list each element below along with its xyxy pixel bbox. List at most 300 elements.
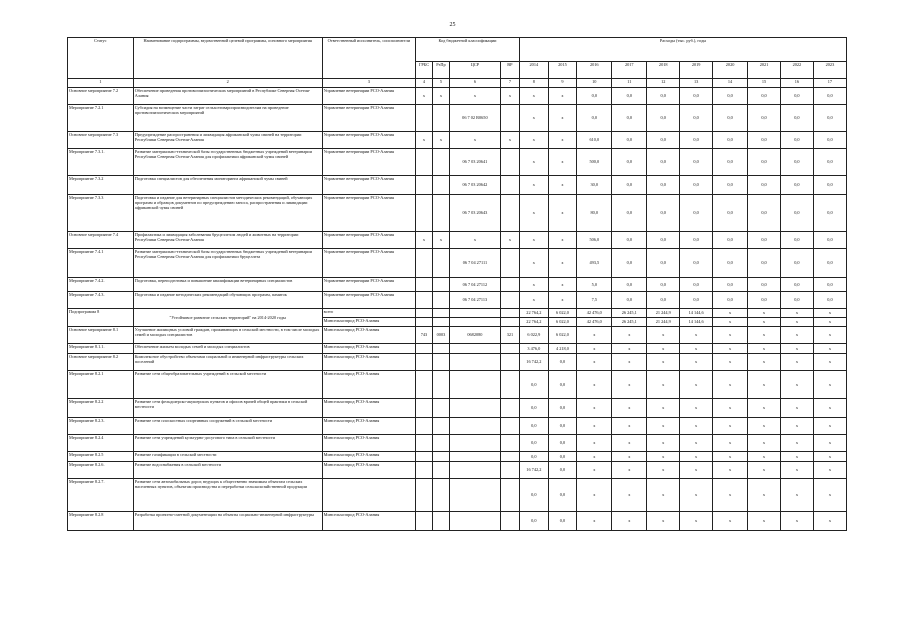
row-value: 506,0 xyxy=(577,232,612,249)
row-value: x xyxy=(647,354,680,371)
row-value: 0,0 xyxy=(680,149,713,176)
row-value: x xyxy=(813,344,846,354)
row-value: 0,0 xyxy=(548,418,577,435)
row-value: x xyxy=(780,371,813,399)
row-csr xyxy=(449,479,500,512)
row-value: x xyxy=(748,309,781,318)
row-csr xyxy=(449,309,500,318)
header-col-number: 17 xyxy=(813,79,846,88)
row-value: x xyxy=(520,88,549,105)
row-status: Основное мероприятие 8.2 xyxy=(68,354,134,371)
table-row xyxy=(68,435,847,452)
row-value: x xyxy=(680,371,713,399)
row-value: x xyxy=(780,327,813,344)
row-value: x xyxy=(612,479,647,512)
row-value: x xyxy=(647,418,680,435)
row-value: x xyxy=(612,512,647,531)
row-value: 0,0 xyxy=(612,105,647,132)
row-value: 0,0 xyxy=(612,278,647,292)
row-name: Развитие сети фельдшерско-акушерских пунктов и офисов врачей общей практики в сельской местности xyxy=(133,399,322,418)
header-year: 2020 xyxy=(713,62,748,79)
row-grbs xyxy=(416,399,433,418)
row-value: x xyxy=(647,452,680,462)
row-rzpr: x xyxy=(432,88,449,105)
row-value: 0,0 xyxy=(813,132,846,149)
row-value: 0,0 xyxy=(612,132,647,149)
row-value: 0,0 xyxy=(713,278,748,292)
row-responsible: Минсельхозпрод РСО-Алания xyxy=(322,512,415,531)
row-value: x xyxy=(780,354,813,371)
row-value: 16 742,2 xyxy=(520,354,549,371)
row-value: x xyxy=(680,512,713,531)
table-row xyxy=(68,512,847,531)
row-value: x xyxy=(612,399,647,418)
row-value: 0,0 xyxy=(647,249,680,278)
row-value: 6 022,0 xyxy=(548,327,577,344)
row-status: Мероприятие 8.2.3. xyxy=(68,418,134,435)
table-row xyxy=(68,344,847,354)
row-grbs: 743 xyxy=(416,327,433,344)
row-value: 0,0 xyxy=(577,88,612,105)
row-rzpr xyxy=(432,344,449,354)
row-value: 6 022,0 xyxy=(548,309,577,318)
header-col-number: 9 xyxy=(548,79,577,88)
header-name: Наименование подпрограммы, ведомственной целевой программы, основного мероприятия xyxy=(133,38,322,79)
row-grbs xyxy=(416,344,433,354)
row-name: Субсидия на возмещение части затрат сельхозтоваропроизводителям на проведение противоэпизоотических мероприятий xyxy=(133,105,322,132)
row-value: x xyxy=(813,371,846,399)
header-budget-code: Код бюджетной классификации xyxy=(416,38,520,62)
row-name: Развитие материально-технической базы государственных бюджетных учреждений ветеринарии Республики Северная Осетия-Алания для профилактики бруцеллеза xyxy=(133,249,322,278)
row-csr: 0682080 xyxy=(449,327,500,344)
row-value: 16 742,2 xyxy=(520,462,549,479)
row-rzpr xyxy=(432,399,449,418)
row-value: x xyxy=(548,88,577,105)
row-rzpr xyxy=(432,371,449,399)
row-grbs xyxy=(416,452,433,462)
row-value: 0,0 xyxy=(680,88,713,105)
row-value: 0,0 xyxy=(680,132,713,149)
row-vr xyxy=(500,512,519,531)
row-responsible: Управление ветеринарии РСО-Алания xyxy=(322,105,415,132)
row-responsible: Минсельхозпрод РСО-Алания xyxy=(322,327,415,344)
row-value: 14 144,6 xyxy=(680,318,713,327)
row-value: x xyxy=(548,195,577,232)
row-value: x xyxy=(647,399,680,418)
row-value: x xyxy=(520,132,549,149)
row-value: 0,0 xyxy=(713,88,748,105)
row-responsible xyxy=(322,479,415,512)
row-value: x xyxy=(548,132,577,149)
row-value: 22 764,2 xyxy=(520,318,549,327)
row-value: 0,0 xyxy=(713,105,748,132)
row-vr xyxy=(500,452,519,462)
row-value: 0,0 xyxy=(813,278,846,292)
row-grbs xyxy=(416,292,433,309)
row-status: Мероприятие 8.2.2 xyxy=(68,399,134,418)
row-value: 0,0 xyxy=(748,105,781,132)
row-value: x xyxy=(647,479,680,512)
row-vr xyxy=(500,371,519,399)
row-responsible: Управление ветеринарии РСО-Алания xyxy=(322,195,415,232)
row-value: x xyxy=(520,292,549,309)
row-value: x xyxy=(680,435,713,452)
row-csr xyxy=(449,344,500,354)
row-status: Мероприятие 7.3.3 xyxy=(68,195,134,232)
row-grbs xyxy=(416,249,433,278)
header-responsible: Ответственный исполнитель, соисполнители xyxy=(322,38,415,79)
table-row xyxy=(68,176,847,195)
header-col-number: 2 xyxy=(133,79,322,88)
row-grbs: x xyxy=(416,132,433,149)
row-status: Основное мероприятие 7.4 xyxy=(68,232,134,249)
row-value: x xyxy=(713,344,748,354)
row-name: Развитие материально-технической базы государственных бюджетных учреждений ветеринарии Республики Северная Осетия-Алания для профилактики африканской чумы свиней xyxy=(133,149,322,176)
row-value: 0,0 xyxy=(548,435,577,452)
header-year: 2014 xyxy=(520,62,549,79)
row-grbs xyxy=(416,462,433,479)
row-value: 0,0 xyxy=(748,292,781,309)
row-value: x xyxy=(813,318,846,327)
row-vr xyxy=(500,105,519,132)
row-value: 0,0 xyxy=(548,354,577,371)
row-value: x xyxy=(577,399,612,418)
table-row xyxy=(68,354,847,371)
header-year: 2019 xyxy=(680,62,713,79)
row-value: 0,0 xyxy=(780,249,813,278)
row-value: x xyxy=(548,292,577,309)
row-value: x xyxy=(713,318,748,327)
row-value: x xyxy=(813,354,846,371)
row-value: 0,0 xyxy=(748,176,781,195)
header-col-number: 4 xyxy=(416,79,433,88)
table-row xyxy=(68,327,847,344)
row-value: 0,0 xyxy=(748,195,781,232)
row-value: 0,0 xyxy=(813,176,846,195)
row-value: 0,0 xyxy=(647,132,680,149)
row-value: 0,0 xyxy=(748,232,781,249)
row-value: 7,5 xyxy=(577,292,612,309)
row-value: 0,0 xyxy=(548,479,577,512)
header-col-number: 16 xyxy=(780,79,813,88)
row-csr xyxy=(449,512,500,531)
row-value: 0,0 xyxy=(813,105,846,132)
row-value: x xyxy=(748,318,781,327)
row-responsible: Управление ветеринарии РСО-Алания xyxy=(322,249,415,278)
row-value: x xyxy=(548,176,577,195)
row-value: x xyxy=(780,318,813,327)
row-value: 80,0 xyxy=(577,195,612,232)
row-csr xyxy=(449,435,500,452)
row-value: x xyxy=(680,452,713,462)
row-value: 0,0 xyxy=(548,512,577,531)
row-status: Мероприятие 8.2.7. xyxy=(68,479,134,512)
row-rzpr xyxy=(432,149,449,176)
row-value: 0,0 xyxy=(612,249,647,278)
row-csr: 06 7 03 20641 xyxy=(449,149,500,176)
row-grbs xyxy=(416,435,433,452)
table-row xyxy=(68,195,847,232)
row-csr: 06 7 04 27113 xyxy=(449,292,500,309)
row-value: x xyxy=(612,418,647,435)
row-value: x xyxy=(548,232,577,249)
row-value: x xyxy=(577,418,612,435)
row-vr: x xyxy=(500,232,519,249)
row-value: x xyxy=(548,249,577,278)
row-value: 21 244,9 xyxy=(647,309,680,318)
row-value: x xyxy=(713,354,748,371)
row-value: x xyxy=(713,462,748,479)
row-value: x xyxy=(780,344,813,354)
row-vr xyxy=(500,149,519,176)
row-name: Подготовка и издание методических рекомендаций обучающих программ, памяток xyxy=(133,292,322,309)
row-value: x xyxy=(713,309,748,318)
row-grbs: x xyxy=(416,232,433,249)
row-value: x xyxy=(520,149,549,176)
row-value: x xyxy=(713,418,748,435)
row-value: 0,0 xyxy=(520,399,549,418)
row-value: x xyxy=(813,418,846,435)
row-value: 0,0 xyxy=(612,149,647,176)
row-value: 0,0 xyxy=(780,132,813,149)
row-value: 6 022,0 xyxy=(548,318,577,327)
row-csr xyxy=(449,462,500,479)
row-value: x xyxy=(548,278,577,292)
row-value: 0,0 xyxy=(680,232,713,249)
row-value: x xyxy=(612,462,647,479)
row-vr xyxy=(500,418,519,435)
row-value: x xyxy=(577,327,612,344)
row-vr: x xyxy=(500,132,519,149)
row-value: 26 245,1 xyxy=(612,318,647,327)
header-code-col: ЦСР xyxy=(449,62,500,79)
row-vr xyxy=(500,278,519,292)
row-value: 0,0 xyxy=(680,105,713,132)
row-name: Развитие сети автомобильных дорог, ведущих к общественно значимым объектам сельских населенных пунктов, объектам производства и переработки сельскохозяйственной продукции xyxy=(133,479,322,512)
header-code-col: ВР xyxy=(500,62,519,79)
row-rzpr xyxy=(432,249,449,278)
row-value: x xyxy=(713,435,748,452)
row-value: 5,0 xyxy=(577,278,612,292)
row-csr: x xyxy=(449,132,500,149)
row-value: 0,0 xyxy=(748,132,781,149)
row-value: x xyxy=(748,354,781,371)
row-rzpr xyxy=(432,418,449,435)
row-csr: 06 7 02 R0650 xyxy=(449,105,500,132)
row-rzpr xyxy=(432,479,449,512)
row-value: 0,0 xyxy=(713,132,748,149)
row-value: x xyxy=(680,354,713,371)
row-vr xyxy=(500,195,519,232)
row-value: 6 022,9 xyxy=(520,327,549,344)
row-value: x xyxy=(647,512,680,531)
row-vr xyxy=(500,292,519,309)
row-rzpr xyxy=(432,278,449,292)
row-value: x xyxy=(713,371,748,399)
row-name: Развитие сети общеобразовательных учреждений в сельской местности xyxy=(133,371,322,399)
row-value: x xyxy=(713,399,748,418)
row-value: 14 144,6 xyxy=(680,309,713,318)
row-value: x xyxy=(680,327,713,344)
row-responsible: Минсельхозпрод РСО-Алания xyxy=(322,354,415,371)
table-row xyxy=(68,452,847,462)
row-value: x xyxy=(520,105,549,132)
row-value: 0,0 xyxy=(780,278,813,292)
row-csr: 06 7 03 20642 xyxy=(449,176,500,195)
row-value: 0,0 xyxy=(647,149,680,176)
row-value: 0,0 xyxy=(813,249,846,278)
row-value: x xyxy=(612,452,647,462)
row-value: x xyxy=(813,327,846,344)
row-value: 0,0 xyxy=(612,88,647,105)
row-rzpr: x xyxy=(432,132,449,149)
row-responsible: Управление ветеринарии РСО-Алания xyxy=(322,278,415,292)
row-rzpr xyxy=(432,195,449,232)
row-status: Основное мероприятие 7.3 xyxy=(68,132,134,149)
row-value: 4 218,0 xyxy=(548,344,577,354)
header-col-number: 12 xyxy=(647,79,680,88)
row-value: 0,0 xyxy=(713,249,748,278)
row-value: 0,0 xyxy=(713,292,748,309)
row-rzpr xyxy=(432,105,449,132)
row-grbs xyxy=(416,278,433,292)
row-name: Развитие водоснабжения в сельской местности xyxy=(133,462,322,479)
row-responsible: Минсельхозпрод РСО-Алания xyxy=(322,452,415,462)
table-row xyxy=(68,371,847,399)
row-value: x xyxy=(612,327,647,344)
row-value: 0,0 xyxy=(548,399,577,418)
row-value: 0,0 xyxy=(713,149,748,176)
row-name: Комплексное обустройство объектами социальной и инженерной инфраструктуры сельских поселений xyxy=(133,354,322,371)
row-csr xyxy=(449,318,500,327)
table-row xyxy=(68,399,847,418)
table-row xyxy=(68,292,847,309)
table-row xyxy=(68,88,847,105)
row-value: 0,0 xyxy=(548,462,577,479)
row-value: x xyxy=(813,512,846,531)
row-value: 0,0 xyxy=(748,278,781,292)
row-grbs xyxy=(416,309,433,318)
row-rzpr xyxy=(432,176,449,195)
row-vr xyxy=(500,435,519,452)
row-value: 42 476,0 xyxy=(577,309,612,318)
table-row xyxy=(68,232,847,249)
row-value: 0,0 xyxy=(520,371,549,399)
header-year: 2018 xyxy=(647,62,680,79)
row-value: x xyxy=(520,249,549,278)
row-rzpr xyxy=(432,512,449,531)
row-responsible: Минсельхозпрод РСО-Алания xyxy=(322,418,415,435)
row-value: x xyxy=(612,344,647,354)
header-code-col: ГРБС xyxy=(416,62,433,79)
row-responsible: Управление ветеринарии РСО-Алания xyxy=(322,149,415,176)
row-vr xyxy=(500,462,519,479)
row-value: x xyxy=(680,462,713,479)
row-status: Мероприятие 8.2.1 xyxy=(68,371,134,399)
row-value: 0,0 xyxy=(647,176,680,195)
row-value: x xyxy=(520,278,549,292)
row-value: 0,0 xyxy=(780,176,813,195)
page-number: 25 xyxy=(449,22,456,28)
row-value: 0,0 xyxy=(748,249,781,278)
row-value: x xyxy=(813,479,846,512)
row-value: x xyxy=(780,479,813,512)
row-value: x xyxy=(577,371,612,399)
row-value: 0,0 xyxy=(520,418,549,435)
row-value: x xyxy=(647,435,680,452)
row-value: x xyxy=(647,327,680,344)
row-responsible: Минсельхозпрод РСО-Алания xyxy=(322,399,415,418)
row-value: x xyxy=(748,327,781,344)
row-name: Развитие сети плоскостных спортивных сооружений в сельской местности xyxy=(133,418,322,435)
row-rzpr: x xyxy=(432,232,449,249)
row-value: 0,0 xyxy=(680,249,713,278)
row-rzpr xyxy=(432,354,449,371)
header-year: 2015 xyxy=(548,62,577,79)
row-value: 0,0 xyxy=(780,105,813,132)
row-value: 0,0 xyxy=(647,88,680,105)
row-value: 0,0 xyxy=(612,176,647,195)
row-status: Мероприятие 8.2.8 xyxy=(68,512,134,531)
row-value: x xyxy=(680,344,713,354)
row-status: Мероприятие 8.2.6. xyxy=(68,462,134,479)
row-value: x xyxy=(780,399,813,418)
row-value: x xyxy=(780,435,813,452)
row-value: x xyxy=(680,418,713,435)
row-name: Профилактика и ликвидация заболевания бруцеллезом людей и животных на территории Республики Северная Осетия-Алания xyxy=(133,232,322,249)
row-value: x xyxy=(780,452,813,462)
row-value: 22 764,2 xyxy=(520,309,549,318)
row-value: x xyxy=(577,344,612,354)
row-responsible: Управление ветеринарии РСО-Алания xyxy=(322,88,415,105)
row-rzpr xyxy=(432,435,449,452)
row-value: x xyxy=(748,399,781,418)
row-value: x xyxy=(520,232,549,249)
row-value: x xyxy=(748,418,781,435)
row-value: 0,0 xyxy=(680,292,713,309)
row-value: x xyxy=(520,195,549,232)
row-status: Мероприятие 8.1.1. xyxy=(68,344,134,354)
row-value: 493,5 xyxy=(577,249,612,278)
row-rzpr xyxy=(432,292,449,309)
row-responsible: Управление ветеринарии РСО-Алания xyxy=(322,292,415,309)
row-value: 0,0 xyxy=(647,292,680,309)
header-code-col: РзПр xyxy=(432,62,449,79)
row-value: 0,0 xyxy=(520,479,549,512)
row-vr: 321 xyxy=(500,327,519,344)
header-col-number: 8 xyxy=(520,79,549,88)
row-name: Развитие сети учреждений культурно-досугового типа в сельской местности xyxy=(133,435,322,452)
row-status: Мероприятие 8.2.4 xyxy=(68,435,134,452)
row-value: x xyxy=(548,149,577,176)
row-value: 0,0 xyxy=(548,452,577,462)
row-vr xyxy=(500,479,519,512)
row-responsible: Управление ветеринарии РСО-Алания xyxy=(322,232,415,249)
row-csr xyxy=(449,399,500,418)
row-value: 0,0 xyxy=(520,512,549,531)
row-vr: x xyxy=(500,88,519,105)
row-value: x xyxy=(680,479,713,512)
header-col-number: 10 xyxy=(577,79,612,88)
table-row xyxy=(68,249,847,278)
row-responsible: Минсельхозпрод РСО-Алания xyxy=(322,462,415,479)
row-value: x xyxy=(577,512,612,531)
row-value: 42 476,0 xyxy=(577,318,612,327)
row-vr xyxy=(500,344,519,354)
row-value: x xyxy=(612,371,647,399)
header-year: 2017 xyxy=(612,62,647,79)
row-responsible: Минсельхозпрод РСО-Алания xyxy=(322,435,415,452)
